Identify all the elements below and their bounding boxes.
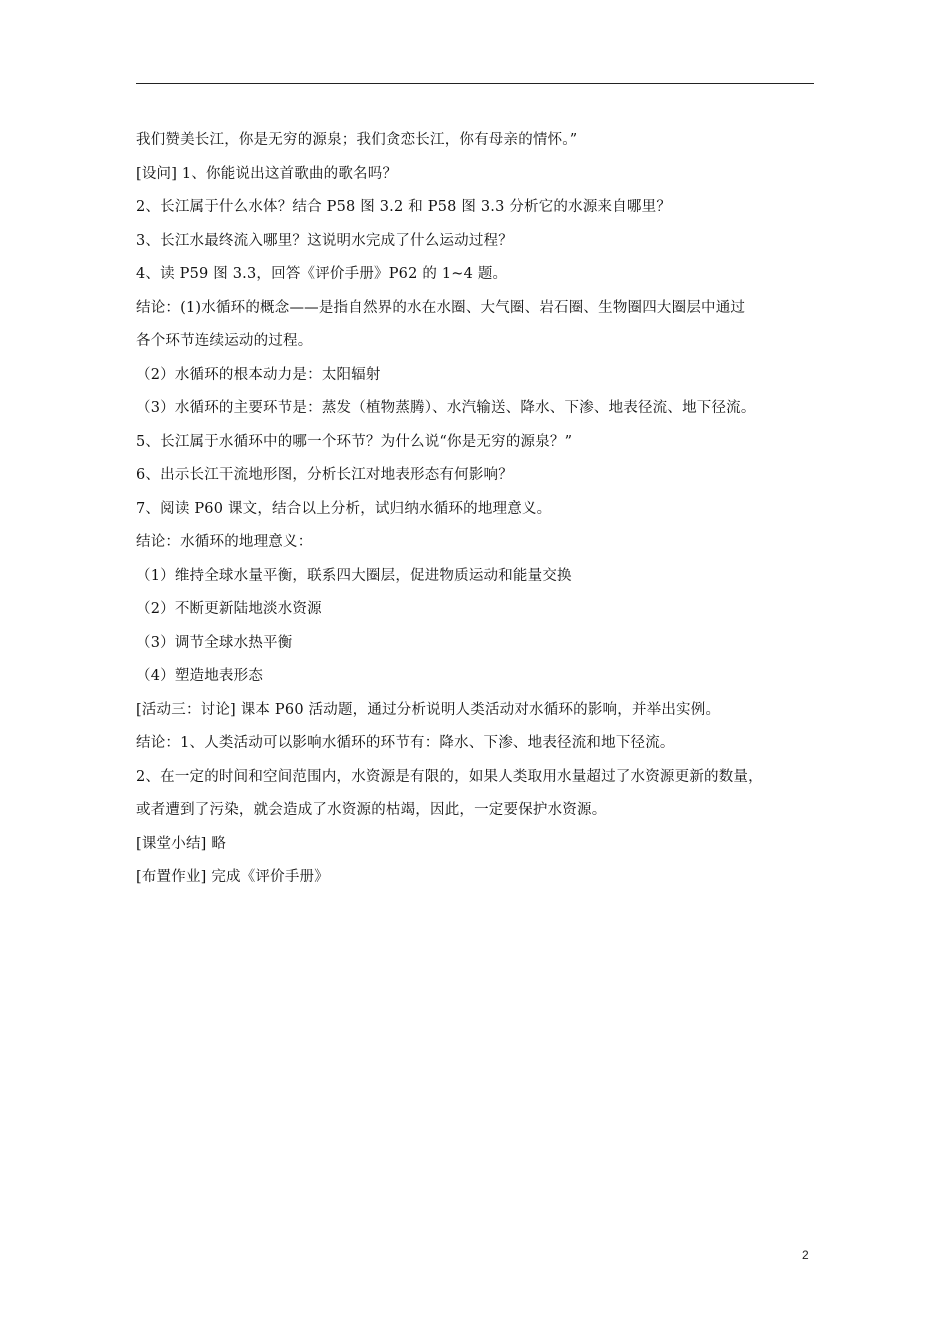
text-line-17: （4）塑造地表形态: [136, 668, 264, 684]
text-line-23: [布置作业] 完成《评价手册》: [136, 869, 329, 885]
text-line-8: （2）水循环的根本动力是：太阳辐射: [136, 366, 381, 383]
text-line-6: 结论：(1)水循环的概念——是指自然界的水在水圈、大气圈、岩石圈、生物圈四大圈层中通过: [136, 299, 746, 316]
text-line-2: [设问] 1、你能说出这首歌曲的歌名吗？: [136, 165, 398, 182]
text-line-21: 或者遭到了污染，就会造成了水资源的枯竭，因此，一定要保护水资源。: [136, 802, 607, 818]
text-line-22: [课堂小结] 略: [136, 835, 227, 852]
text-line-9: （3）水循环的主要环节是：蒸发（植物蒸腾）、水汽输送、降水、下渗、地表径流、地下径流。: [136, 400, 756, 416]
text-line-19: 结论：1、人类活动可以影响水循环的环节有：降水、下渗、地表径流和地下径流。: [136, 735, 675, 751]
text-line-11: 6、出示长江干流地形图，分析长江对地表形态有何影响？: [136, 467, 513, 483]
text-line-14: （1）维持全球水量平衡，联系四大圈层，促进物质运动和能量交换: [136, 567, 572, 584]
document-body: [136, 124, 826, 895]
text-line-4: 3、长江水最终流入哪里？这说明水完成了什么运动过程？: [136, 232, 513, 249]
header-rule: [136, 83, 814, 84]
text-line-15: （2）不断更新陆地淡水资源: [136, 601, 322, 617]
text-line-18: [活动三：讨论] 课本 P60 活动题，通过分析说明人类活动对水循环的影响，并举出实例。: [136, 701, 721, 718]
page-number: 2: [802, 1248, 809, 1262]
text-line-5: 4、读 P59 图 3.3，回答《评价手册》P62 的 1~4 题。: [136, 266, 508, 282]
text-line-20: 2、在一定的时间和空间范围内，水资源是有限的，如果人类取用水量超过了水资源更新的数量，: [136, 768, 763, 785]
text-line-3: 2、长江属于什么水体？结合 P58 图 3.2 和 P58 图 3.3 分析它的水源来自哪里？: [136, 199, 672, 215]
text-line-10: 5、长江属于水循环中的哪一个环节？为什么说“你是无穷的源泉？”: [136, 433, 573, 450]
text-line-12: 7、阅读 P60 课文，结合以上分析，试归纳水循环的地理意义。: [136, 500, 552, 517]
text-line-7: 各个环节连续运动的过程。: [136, 333, 313, 349]
text-line-1: 我们赞美长江，你是无穷的源泉；我们贪恋长江，你有母亲的情怀。”: [136, 132, 578, 148]
text-line-16: （3）调节全球水热平衡: [136, 634, 293, 651]
text-line-13: 结论：水循环的地理意义：: [136, 534, 313, 550]
